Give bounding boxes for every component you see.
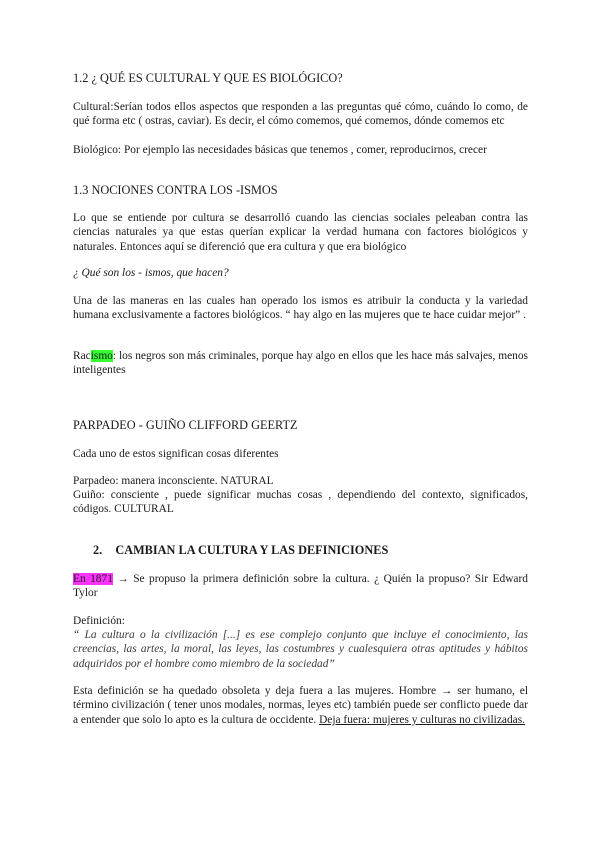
cultural-paragraph: Cultural:Serían todos ellos aspectos que responden a las preguntas qué cómo, cuándo lo como, de qué forma etc ( ostras, caviar). Es decir, el cómo comemos, qué comemos, dónde comemos etc [73,101,528,128]
tylor-quote: “ La cultura o la civilización [...] es ese complejo conjunto que incluye el conocimiento, las creencias, las artes, la moral, las leyes, las costumbres y cualesquiera otras aptitudes y hábitos adquiridos por el hombre como miembro de la sociedad” [73,629,528,670]
racismo-text: : los negros son más criminales, porque hay algo en ellos que les hace más salvajes, menos inteligentes [73,350,528,377]
section-1-2-heading: 1.2 ¿ QUÉ ES CULTURAL Y QUE ES BIOLÓGICO? [73,71,343,85]
racismo-highlight: ismo [90,350,113,362]
tylor-text: → Se propuso la primera definición sobre la cultura. ¿ Quién la propuso? Sir Edward Tylor [73,573,528,600]
ismos-intro-paragraph: Lo que se entiende por cultura se desarrolló cuando las ciencias sociales peleaban contra las ciencias naturales ya que estas querían explicar la verdad humana con factores biológicos y naturales. Entonces aquí se diferenció que era cultura y que era biológico [73,212,528,253]
tylor-paragraph [73,572,528,601]
geertz-heading: PARPADEO - GUIÑO CLIFFORD GEERTZ [73,418,298,432]
deja-fuera-underlined: Deja fuera: mujeres y culturas no civilizadas. [319,713,525,726]
definition-label: Definición: [73,615,125,627]
racismo-prefix: Rac [73,350,91,362]
section-2-title: CAMBIAN LA CULTURA Y LAS DEFINICIONES [115,543,389,557]
obsolete-paragraph [73,684,528,727]
obsolete-text: Esta definición se ha quedado obsoleta y deja fuera a las mujeres. Hombre → ser humano, el término civilización ( tener unos modales, normas, leyes etc) también puede ser conflicto puede dar a entender que solo lo apto es la cultura de occidente. [73,685,528,726]
section-2-heading [93,543,513,557]
racismo-paragraph [73,349,528,378]
parpadeo-line: Parpadeo: manera inconsciente. NATURAL [73,475,274,487]
section-1-3-heading: 1.3 NOCIONES CONTRA LOS -ISMOS [73,183,278,197]
ismos-explanation-paragraph: Una de las maneras en las cuales han operado los ismos es atribuir la conducta y la variedad humana exclusivamente a factores biológicos. “ hay algo en las mujeres que te hace cuidar mejor” . [73,295,528,322]
year-highlight: En 1871 [73,573,113,585]
geertz-intro: Cada uno de estos significan cosas diferentes [73,448,279,460]
guino-line: Guiño: consciente , puede significar muchas cosas , dependiendo del contexto, significados, códigos. CULTURAL [73,489,528,516]
biologico-paragraph: Biológico: Por ejemplo las necesidades básicas que tenemos , comer, reproducirnos, crecer [73,144,487,156]
section-2-number: 2. [93,543,103,557]
ismos-question: ¿ Qué son los - ismos, que hacen? [73,267,229,279]
